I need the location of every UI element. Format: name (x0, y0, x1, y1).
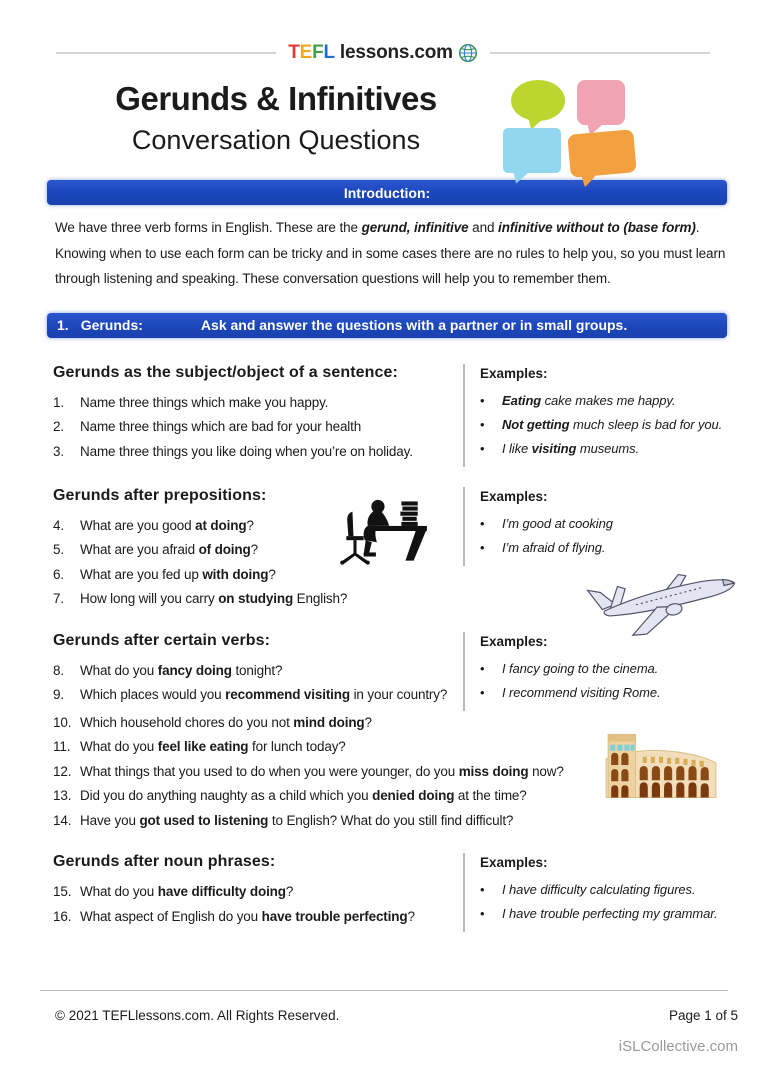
logo-letter: E (299, 42, 313, 63)
examples-block (463, 853, 740, 932)
example-item: • Not getting much sleep is bad for you. (480, 416, 723, 432)
example-list (480, 389, 740, 461)
section-heading: Gerunds after noun phrases: (53, 853, 276, 870)
section-heading: Gerunds after prepositions: (53, 486, 267, 504)
section-prepositions (53, 487, 740, 612)
example-list (480, 657, 740, 705)
sections-container (53, 364, 740, 933)
header-divider-left (56, 52, 276, 54)
question-item: 7. How long will you carry on studying English? (53, 591, 348, 606)
question-item: 6. What are you fed up with doing? (53, 566, 276, 582)
question-item: 5. What are you afraid of doing? (53, 542, 258, 557)
speech-bubbles-icon (503, 78, 669, 184)
question-item: 15. What do you have difficulty doing? (53, 884, 294, 899)
footer-divider (40, 990, 728, 991)
speech-bubble-orange (567, 129, 636, 178)
question-list (53, 880, 463, 929)
question-item: 2. Name three things which are bad for your health (53, 419, 362, 434)
logo-tefl-letters (288, 42, 335, 64)
colosseum-icon (600, 728, 722, 806)
page-subtitle: Conversation Questions (131, 125, 421, 155)
question-item: 9. Which places would you recommend visiting in your country? (53, 687, 448, 702)
example-item: • Eating cake makes me happy. (480, 392, 676, 408)
footer (55, 1008, 738, 1023)
speech-bubble-pink (577, 80, 625, 125)
speech-bubble-lime (511, 80, 565, 121)
examples-label: Examples: (480, 488, 548, 504)
question-list (53, 391, 463, 465)
section-heading: Gerunds after certain verbs: (53, 631, 271, 649)
examples-block (463, 487, 740, 566)
example-item: • I’m good at cooking (480, 515, 613, 531)
site-header (0, 0, 766, 64)
examples-block (463, 632, 740, 711)
section-certain-verbs (53, 632, 740, 834)
studying-person-icon (330, 493, 432, 567)
introduction-label: Introduction: (343, 184, 431, 201)
page-indicator: Page 1 of 5 (668, 1008, 738, 1023)
question-item: 1. Name three things which make you happy. (53, 394, 329, 410)
question-list (53, 659, 463, 708)
task-name: Gerunds: (80, 317, 143, 333)
logo-domain-text: lessons.com (339, 42, 453, 63)
question-item: 11. What do you feel like eating for lunch today? (53, 739, 346, 754)
header-divider-right (490, 52, 710, 54)
task-number: 1. (57, 317, 69, 333)
task-instruction: Ask and answer the questions with a partner or in small groups. (200, 317, 628, 333)
examples-label: Examples: (480, 365, 548, 381)
question-item: 14. Have you got used to listening to English? What do you still find difficult? (53, 812, 514, 828)
introduction-paragraph: We have three verb forms in English. These are the gerund, infinitive and infinitive without to (base form). Knowing when to use each form can be tricky and in some cases there are no rules to help you, so you must learn through listening and speaking. These conversation questions will help you to remember them. (55, 220, 726, 286)
question-item: 3. Name three things you like doing when you’re on holiday. (53, 443, 413, 459)
example-list (480, 878, 740, 926)
section-noun-phrases (53, 853, 740, 932)
page-title: Gerunds & Infinitives (115, 80, 437, 117)
examples-block (463, 364, 740, 467)
logo-letter: F (312, 42, 324, 63)
title-block (0, 80, 552, 156)
example-item: • I’m afraid of flying. (480, 539, 606, 555)
example-item: • I have trouble perfecting my grammar. (480, 906, 718, 921)
logo-letter: L (323, 42, 335, 63)
site-logo (288, 42, 478, 64)
example-item: • I recommend visiting Rome. (480, 684, 661, 700)
example-item: • I have difficulty calculating figures. (480, 882, 696, 897)
example-item: • I like visiting museums. (480, 440, 640, 456)
globe-icon (458, 43, 478, 63)
example-list (480, 512, 740, 560)
question-item: 10. Which household chores do you not mind doing? (53, 714, 372, 730)
examples-label: Examples: (480, 855, 548, 870)
question-item: 16. What aspect of English do you have trouble perfecting? (53, 908, 415, 924)
question-item: 8. What do you fancy doing tonight? (53, 662, 283, 678)
islcollective-watermark-link[interactable]: iSLCollective.com (618, 1038, 738, 1055)
task-header-bar (47, 313, 727, 338)
example-item: • I fancy going to the cinema. (480, 660, 659, 676)
section-heading: Gerunds as the subject/object of a sentence: (53, 363, 398, 381)
copyright-text: © 2021 TEFLlessons.com. All Rights Reserved. (55, 1008, 340, 1023)
question-item: 4. What are you good at doing? (53, 517, 254, 533)
section-subject-object (53, 364, 740, 467)
logo-letter: T (288, 42, 300, 63)
question-item: 13. Did you do anything naughty as a child which you denied doing at the time? (53, 788, 527, 803)
airplane-icon (583, 557, 748, 641)
speech-bubble-blue (503, 128, 561, 173)
examples-label: Examples: (480, 633, 548, 649)
question-item: 12. What things that you used to do when you were younger, do you miss doing now? (53, 763, 564, 779)
